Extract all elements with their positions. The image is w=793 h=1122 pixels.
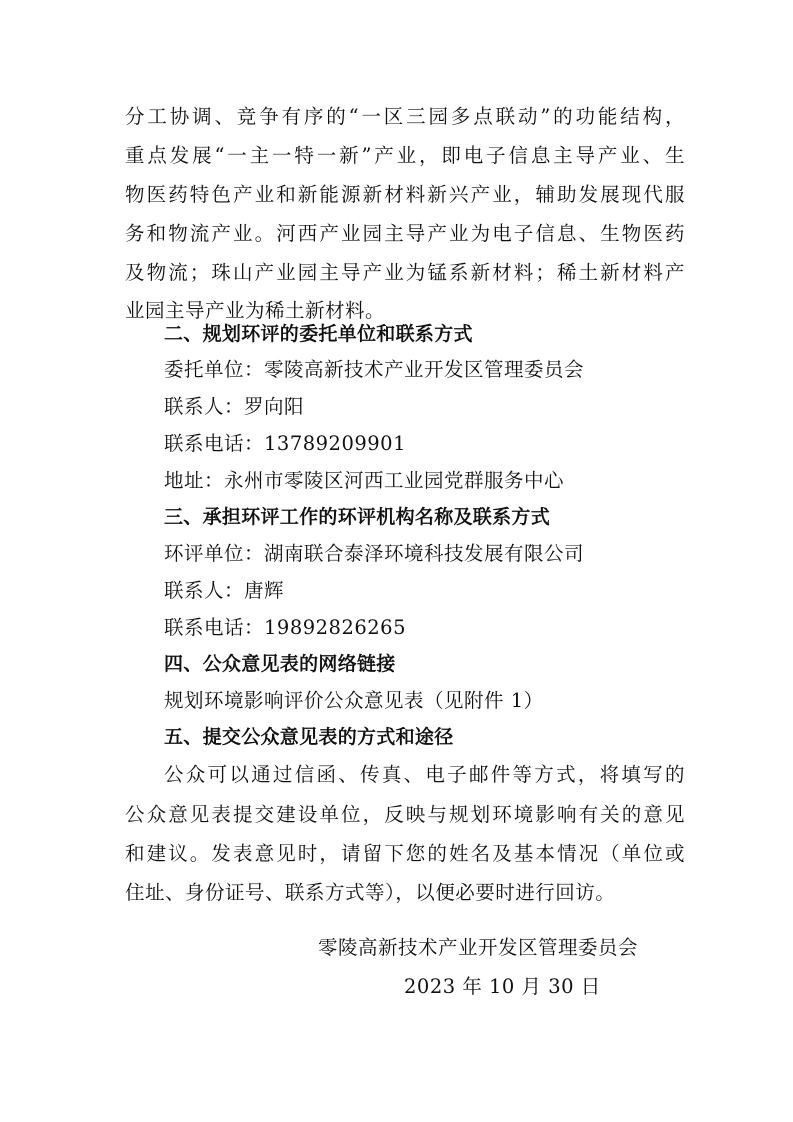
paragraph-line: 住址、身份证号、联系方式等），以便必要时进行回访。 — [125, 881, 616, 904]
address: 地址：永州市零陵区河西工业园党群服务中心 — [164, 469, 565, 492]
section-heading: 二、规划环评的委托单位和联系方式 — [164, 323, 473, 345]
entrusting-unit: 委托单位：零陵高新技术产业开发区管理委员会 — [164, 358, 585, 381]
paragraph-line: 业园主导产业为稀土新材料。 — [125, 299, 386, 322]
paragraph-line: 物医药特色产业和新能源新材料新兴产业，辅助发展现代服 — [125, 183, 685, 206]
section-heading: 四、公众意见表的网络链接 — [164, 653, 396, 675]
paragraph-line: 分工协调、竞争有序的“一区三园多点联动”的功能结构， — [125, 105, 685, 128]
paragraph-line: 及物流；珠山产业园主导产业为锰系新材料；稀土新材料产 — [125, 261, 685, 284]
section-heading: 三、承担环评工作的环评机构名称及联系方式 — [164, 506, 551, 528]
opinion-form-link-text: 规划环境影响评价公众意见表（见附件 1） — [164, 689, 544, 712]
contact-phone: 联系电话：13789209901 — [164, 432, 406, 455]
paragraph-line: 和建议。发表意见时，请留下您的姓名及基本情况（单位或 — [125, 842, 685, 865]
contact-phone: 联系电话：19892826265 — [164, 616, 406, 639]
section-heading: 五、提交公众意见表的方式和途径 — [164, 726, 454, 748]
paragraph-line: 公众意见表提交建设单位，反映与规划环境影响有关的意见 — [125, 803, 685, 826]
signature-date: 2023 年 10 月 30 日 — [404, 975, 601, 998]
eia-unit: 环评单位：湖南联合泰泽环境科技发展有限公司 — [164, 542, 585, 565]
paragraph-line: 公众可以通过信函、传真、电子邮件等方式，将填写的 — [164, 763, 685, 786]
contact-person: 联系人：唐辉 — [164, 579, 285, 602]
signature-org: 零陵高新技术产业开发区管理委员会 — [318, 936, 639, 959]
contact-person: 联系人：罗向阳 — [164, 395, 305, 418]
paragraph-line: 务和物流产业。河西产业园主导产业为电子信息、生物医药 — [125, 222, 685, 245]
paragraph-line: 重点发展“一主一特一新”产业，即电子信息主导产业、生 — [125, 144, 685, 167]
